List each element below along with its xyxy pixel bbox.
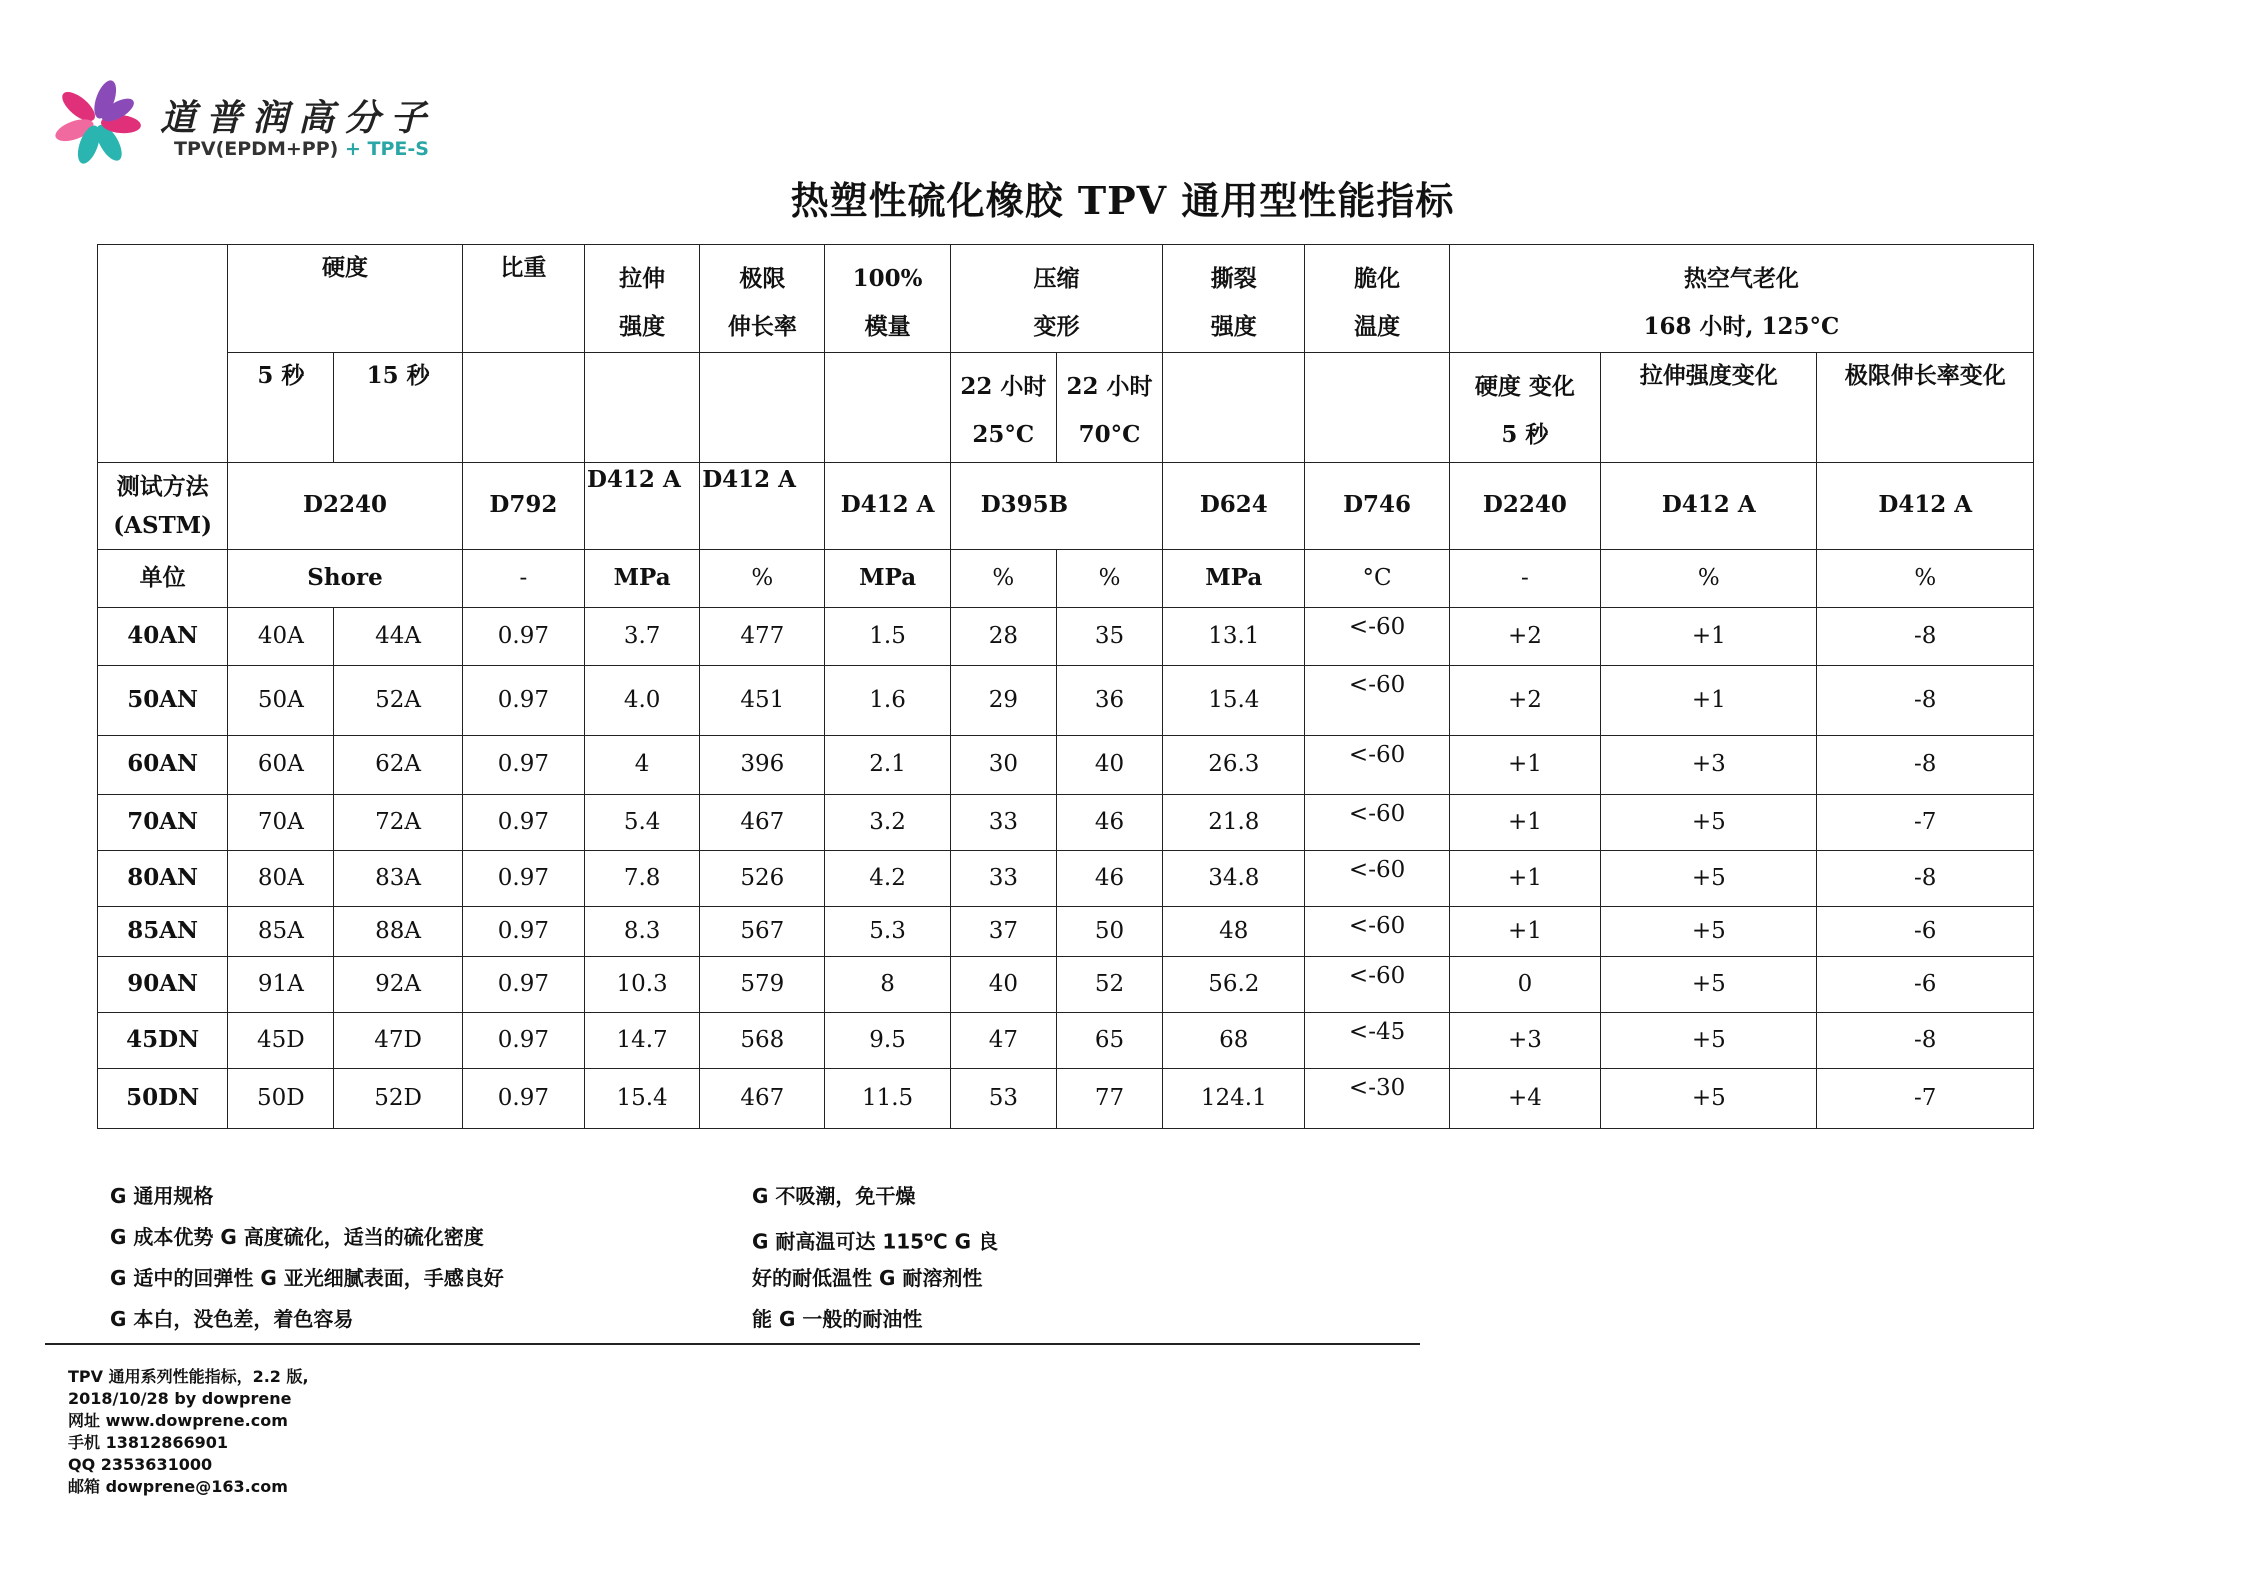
method-tensile: D412 A (584, 462, 699, 549)
cell-elong: 451 (700, 665, 825, 735)
divider-line (45, 1343, 1420, 1345)
cell-ah: +1 (1449, 850, 1600, 906)
data-rows (98, 607, 2034, 1128)
header-tensile: 拉伸 强度 (584, 245, 699, 353)
cell-elong: 477 (700, 607, 825, 665)
cell-at: +5 (1601, 956, 1817, 1012)
cell-elong: 526 (700, 850, 825, 906)
cell-h15: 62A (334, 735, 462, 794)
cell-at: +5 (1601, 850, 1817, 906)
units-comp70: % (1056, 549, 1162, 607)
cell-ae: -6 (1817, 906, 2034, 956)
cell-mod: 1.5 (825, 607, 950, 665)
units-modulus: MPa (825, 549, 950, 607)
table-row (98, 1068, 2034, 1128)
cell-ae: -8 (1817, 1012, 2034, 1068)
cell-mod: 8 (825, 956, 950, 1012)
cell-brittle: <-60 (1305, 850, 1449, 906)
cell-tensile: 4 (584, 735, 699, 794)
cell-brittle: <-60 (1305, 735, 1449, 794)
units-brittleness: °C (1305, 549, 1449, 607)
cell-tear: 48 (1163, 906, 1305, 956)
method-brittleness: D746 (1305, 462, 1449, 549)
brand-name: 道普润高分子 (160, 97, 437, 139)
cell-c25: 33 (950, 794, 1056, 850)
method-compression: D395B (950, 462, 1162, 549)
cell-h15: 88A (334, 906, 462, 956)
cell-ah: +1 (1449, 735, 1600, 794)
cell-brittle: <-45 (1305, 1012, 1449, 1068)
cell-elong: 467 (700, 1068, 825, 1128)
cell-grade: 50AN (98, 665, 228, 735)
cell-grade: 40AN (98, 607, 228, 665)
cell-tensile: 14.7 (584, 1012, 699, 1068)
feature-item: 能 G 一般的耐油性 (752, 1307, 923, 1331)
cell-mod: 5.3 (825, 906, 950, 956)
units-row (98, 549, 2034, 607)
header-brittleness: 脆化 温度 (1305, 245, 1449, 353)
cell-tear: 26.3 (1163, 735, 1305, 794)
cell-tensile: 5.4 (584, 794, 699, 850)
cell-sg: 0.97 (462, 956, 584, 1012)
header-row-1 (98, 245, 2034, 353)
cell-grade: 85AN (98, 906, 228, 956)
cell-grade: 45DN (98, 1012, 228, 1068)
cell-c25: 33 (950, 850, 1056, 906)
cell-sg: 0.97 (462, 1068, 584, 1128)
method-aging-elongation: D412 A (1817, 462, 2034, 549)
cell-tensile: 3.7 (584, 607, 699, 665)
units-aging-elongation: % (1817, 549, 2034, 607)
cell-c70: 52 (1056, 956, 1162, 1012)
cell-at: +1 (1601, 665, 1817, 735)
cell-tear: 124.1 (1163, 1068, 1305, 1128)
cell-c25: 28 (950, 607, 1056, 665)
cell-h5: 50D (228, 1068, 334, 1128)
cell-h5: 40A (228, 607, 334, 665)
cell-h15: 52D (334, 1068, 462, 1128)
header-sg: 比重 (462, 245, 584, 353)
cell-elong: 579 (700, 956, 825, 1012)
cell-at: +5 (1601, 794, 1817, 850)
cell-ae: -8 (1817, 665, 2034, 735)
units-aging-tensile: % (1601, 549, 1817, 607)
header-empty (1305, 352, 1449, 462)
cell-ah: +1 (1449, 906, 1600, 956)
header-hardness-5s: 5 秒 (228, 352, 334, 462)
header-empty (584, 352, 699, 462)
cell-h15: 47D (334, 1012, 462, 1068)
method-modulus: D412 A (825, 462, 950, 549)
cell-c25: 53 (950, 1068, 1056, 1128)
cell-brittle: <-60 (1305, 607, 1449, 665)
table-row (98, 956, 2034, 1012)
feature-item: G 适中的回弹性 G 亚光细腻表面，手感良好 (110, 1266, 504, 1290)
cell-tear: 21.8 (1163, 794, 1305, 850)
header-heat-aging: 热空气老化 168 小时, 125°C (1449, 245, 2033, 353)
footer-info (68, 1366, 309, 1498)
cell-tensile: 8.3 (584, 906, 699, 956)
cell-h15: 83A (334, 850, 462, 906)
cell-c25: 30 (950, 735, 1056, 794)
method-hardness: D2240 (228, 462, 462, 549)
table-row (98, 906, 2034, 956)
units-tear: MPa (1163, 549, 1305, 607)
table-row (98, 735, 2034, 794)
method-row (98, 462, 2034, 549)
features-left (110, 1176, 504, 1340)
cell-sg: 0.97 (462, 1012, 584, 1068)
cell-ae: -6 (1817, 956, 2034, 1012)
cell-mod: 4.2 (825, 850, 950, 906)
table-row (98, 794, 2034, 850)
method-label: 测试方法 (ASTM) (98, 462, 228, 549)
footer-email: 邮箱 dowprene@163.com (68, 1477, 288, 1496)
table-row (98, 607, 2034, 665)
header-empty (1163, 352, 1305, 462)
cell-grade: 70AN (98, 794, 228, 850)
cell-ae: -8 (1817, 607, 2034, 665)
cell-at: +5 (1601, 1012, 1817, 1068)
units-comp25: % (950, 549, 1056, 607)
cell-ah: +4 (1449, 1068, 1600, 1128)
cell-tensile: 10.3 (584, 956, 699, 1012)
brand-tagline: TPV(EPDM+PP) + TPE-S (174, 138, 429, 160)
footer-date: 2018/10/28 by dowprene (68, 1389, 292, 1408)
cell-c70: 65 (1056, 1012, 1162, 1068)
feature-item: G 成本优势 G 高度硫化，适当的硫化密度 (110, 1225, 484, 1249)
cell-mod: 2.1 (825, 735, 950, 794)
cell-h15: 72A (334, 794, 462, 850)
cell-at: +5 (1601, 1068, 1817, 1128)
units-aging-hardness: - (1449, 549, 1600, 607)
cell-ah: 0 (1449, 956, 1600, 1012)
cell-ae: -8 (1817, 735, 2034, 794)
header-elongation: 极限 伸长率 (700, 245, 825, 353)
cell-c70: 46 (1056, 794, 1162, 850)
header-empty (700, 352, 825, 462)
cell-elong: 396 (700, 735, 825, 794)
cell-ah: +2 (1449, 607, 1600, 665)
feature-item: G 耐高温可达 115$^o$C G 良 (752, 1229, 999, 1254)
method-tear: D624 (1163, 462, 1305, 549)
units-elongation: % (700, 549, 825, 607)
header-aging-tensile: 拉伸强度变化 (1601, 352, 1817, 462)
method-aging-tensile: D412 A (1601, 462, 1817, 549)
header-aging-elongation: 极限伸长率变化 (1817, 352, 2034, 462)
cell-h5: 85A (228, 906, 334, 956)
header-modulus: 100% 模量 (825, 245, 950, 353)
cell-brittle: <-60 (1305, 794, 1449, 850)
cell-sg: 0.97 (462, 607, 584, 665)
cell-sg: 0.97 (462, 794, 584, 850)
cell-tensile: 15.4 (584, 1068, 699, 1128)
cell-sg: 0.97 (462, 850, 584, 906)
cell-ah: +2 (1449, 665, 1600, 735)
cell-mod: 9.5 (825, 1012, 950, 1068)
cell-tear: 34.8 (1163, 850, 1305, 906)
cell-h5: 80A (228, 850, 334, 906)
cell-tear: 15.4 (1163, 665, 1305, 735)
cell-brittle: <-60 (1305, 665, 1449, 735)
cell-sg: 0.97 (462, 906, 584, 956)
method-elongation: D412 A (700, 462, 825, 549)
header-hardness-15s: 15 秒 (334, 352, 462, 462)
properties-table (97, 244, 2034, 1129)
footer-qq: QQ 2353631000 (68, 1455, 213, 1474)
cell-h5: 70A (228, 794, 334, 850)
flower-logo-icon (42, 72, 152, 172)
cell-tear: 13.1 (1163, 607, 1305, 665)
cell-ah: +1 (1449, 794, 1600, 850)
units-tensile: MPa (584, 549, 699, 607)
header-comp-70c: 22 小时 70°C (1056, 352, 1162, 462)
method-sg: D792 (462, 462, 584, 549)
cell-tensile: 7.8 (584, 850, 699, 906)
cell-c70: 40 (1056, 735, 1162, 794)
footer-version: TPV 通用系列性能指标，2.2 版, (68, 1367, 309, 1386)
header-empty (825, 352, 950, 462)
cell-h5: 45D (228, 1012, 334, 1068)
cell-c25: 29 (950, 665, 1056, 735)
cell-tear: 56.2 (1163, 956, 1305, 1012)
footer-phone: 手机 13812866901 (68, 1433, 229, 1452)
cell-tensile: 4.0 (584, 665, 699, 735)
cell-h15: 92A (334, 956, 462, 1012)
cell-c25: 37 (950, 906, 1056, 956)
method-aging-hardness: D2240 (1449, 462, 1600, 549)
units-label: 单位 (98, 549, 228, 607)
cell-mod: 3.2 (825, 794, 950, 850)
header-tear: 撕裂 强度 (1163, 245, 1305, 353)
cell-c70: 36 (1056, 665, 1162, 735)
table-row (98, 665, 2034, 735)
features-right (752, 1176, 998, 1340)
cell-at: +3 (1601, 735, 1817, 794)
header-comp-25c: 22 小时 25°C (950, 352, 1056, 462)
footer-website: 网址 www.dowprene.com (68, 1411, 288, 1430)
feature-item: G 通用规格 (110, 1184, 214, 1208)
cell-h5: 50A (228, 665, 334, 735)
cell-h5: 60A (228, 735, 334, 794)
cell-brittle: <-60 (1305, 956, 1449, 1012)
cell-ae: -7 (1817, 794, 2034, 850)
header-empty (462, 352, 584, 462)
cell-c70: 77 (1056, 1068, 1162, 1128)
cell-c70: 46 (1056, 850, 1162, 906)
feature-item: G 本白，没色差，着色容易 (110, 1307, 354, 1331)
document-title: 热塑性硫化橡胶 TPV 通用型性能指标 (790, 178, 1455, 223)
cell-c70: 50 (1056, 906, 1162, 956)
cell-elong: 568 (700, 1012, 825, 1068)
header-aging-hardness: 硬度 变化 5 秒 (1449, 352, 1600, 462)
cell-elong: 567 (700, 906, 825, 956)
cell-mod: 11.5 (825, 1068, 950, 1128)
cell-grade: 80AN (98, 850, 228, 906)
cell-h5: 91A (228, 956, 334, 1012)
feature-item: G 不吸潮，免干燥 (752, 1184, 916, 1208)
cell-elong: 467 (700, 794, 825, 850)
cell-c25: 47 (950, 1012, 1056, 1068)
feature-item: 好的耐低温性 G 耐溶剂性 (752, 1266, 983, 1290)
cell-c25: 40 (950, 956, 1056, 1012)
cell-brittle: <-30 (1305, 1068, 1449, 1128)
header-hardness: 硬度 (228, 245, 462, 353)
cell-c70: 35 (1056, 607, 1162, 665)
header-row-2 (98, 352, 2034, 462)
table-row (98, 850, 2034, 906)
cell-sg: 0.97 (462, 735, 584, 794)
table-row (98, 1012, 2034, 1068)
cell-h15: 52A (334, 665, 462, 735)
cell-h15: 44A (334, 607, 462, 665)
cell-grade: 60AN (98, 735, 228, 794)
cell-grade: 90AN (98, 956, 228, 1012)
units-sg: - (462, 549, 584, 607)
cell-ae: -7 (1817, 1068, 2034, 1128)
units-hardness: Shore (228, 549, 462, 607)
cell-ae: -8 (1817, 850, 2034, 906)
cell-tear: 68 (1163, 1012, 1305, 1068)
cell-grade: 50DN (98, 1068, 228, 1128)
header-compression-set: 压缩 变形 (950, 245, 1162, 353)
cell-ah: +3 (1449, 1012, 1600, 1068)
cell-sg: 0.97 (462, 665, 584, 735)
company-logo (42, 72, 502, 172)
header-corner (98, 245, 228, 463)
cell-mod: 1.6 (825, 665, 950, 735)
cell-brittle: <-60 (1305, 906, 1449, 956)
cell-at: +1 (1601, 607, 1817, 665)
cell-at: +5 (1601, 906, 1817, 956)
